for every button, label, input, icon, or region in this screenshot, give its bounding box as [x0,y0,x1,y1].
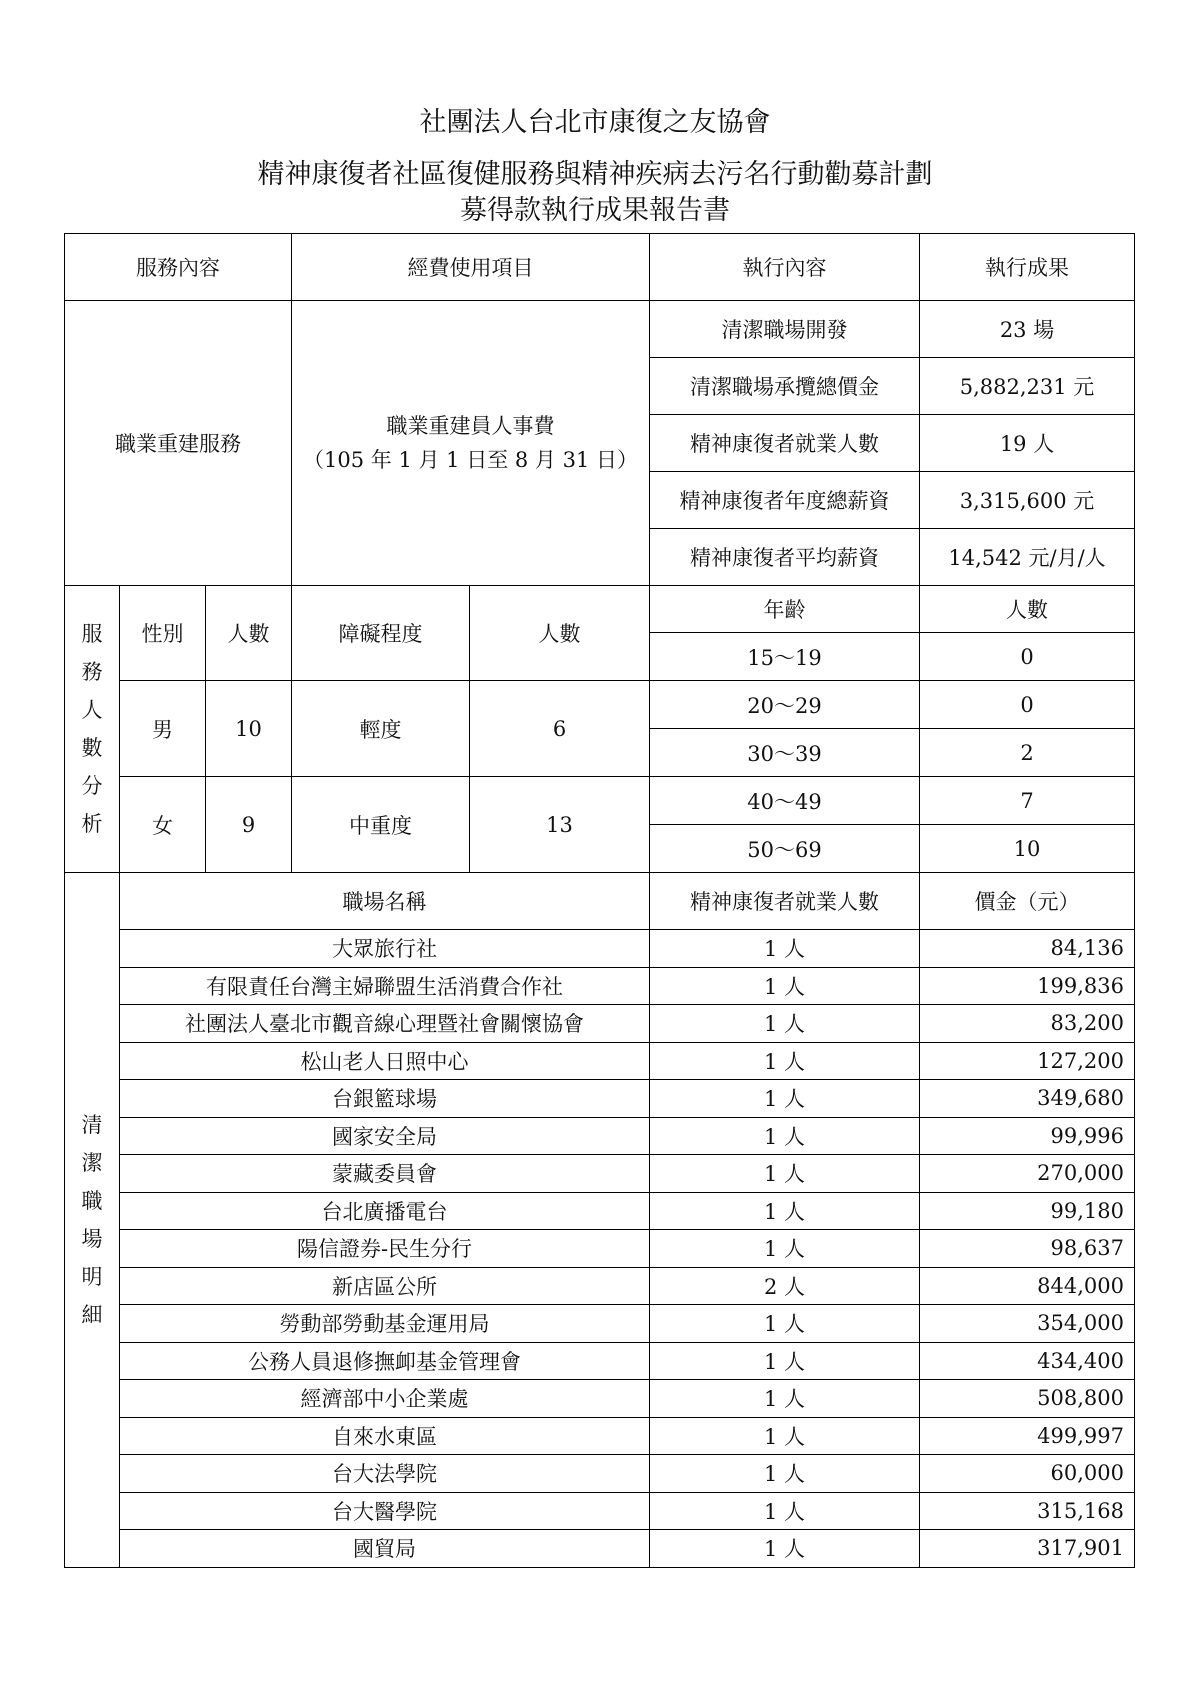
workplace-price: 349,680 [920,1080,1135,1118]
workplace-people: 1 人 [650,1530,920,1568]
table-row [65,1080,1135,1118]
expense-line2: （105 年 1 月 1 日至 8 月 31 日） [303,448,638,472]
workplace-name: 新店區公所 [120,1267,650,1305]
workplace-name: 陽信證券-民生分行 [120,1230,650,1268]
vocational-expense [292,301,650,586]
table-row [65,930,1135,968]
expense-line1: 職業重建員人事費 [386,414,555,438]
workplace-price: 99,996 [920,1117,1135,1155]
vocational-row [65,301,1135,358]
workplace-people: 1 人 [650,1080,920,1118]
workplace-people: 1 人 [650,1380,920,1418]
table-row [65,1455,1135,1493]
table-row [65,1042,1135,1080]
workplace-people: 1 人 [650,1042,920,1080]
workplace-price: 199,836 [920,967,1135,1005]
workplace-name: 國家安全局 [120,1117,650,1155]
report-table [64,233,1135,1568]
workplace-name: 國貿局 [120,1530,650,1568]
analysis-row [65,681,1135,729]
workplace-price: 127,200 [920,1042,1135,1080]
workplace-name: 大眾旅行社 [120,930,650,968]
header-expense-item: 經費使用項目 [292,234,650,301]
age-range: 15～19 [650,633,920,681]
age-count: 0 [920,681,1135,729]
vocational-item: 清潔職場承攬總價金 [650,358,920,415]
vocational-result: 23 場 [920,301,1135,358]
workplace-name: 松山老人日照中心 [120,1042,650,1080]
workplace-price: 499,997 [920,1417,1135,1455]
analysis-header-age: 年齡 [650,586,920,633]
workplace-name: 自來水東區 [120,1417,650,1455]
table-row [65,1117,1135,1155]
age-count: 10 [920,825,1135,873]
analysis-header-age-count: 人數 [920,586,1135,633]
gender-count: 10 [206,681,292,777]
analysis-header-gender: 性別 [120,586,206,681]
table-row [65,1342,1135,1380]
workplace-price: 508,800 [920,1380,1135,1418]
workplace-people: 1 人 [650,1455,920,1493]
workplace-header-name: 職場名稱 [120,873,650,930]
workplace-price: 317,901 [920,1530,1135,1568]
table-row [65,967,1135,1005]
workplace-price: 315,168 [920,1492,1135,1530]
workplace-people: 1 人 [650,1005,920,1043]
workplace-people: 1 人 [650,1305,920,1343]
workplace-name: 經濟部中小企業處 [120,1380,650,1418]
gender: 男 [120,681,206,777]
vocational-item: 清潔職場開發 [650,301,920,358]
age-count: 0 [920,633,1135,681]
workplace-name: 台北廣播電台 [120,1192,650,1230]
vocational-result: 5,882,231 元 [920,358,1135,415]
workplace-people: 1 人 [650,1192,920,1230]
analysis-row [65,777,1135,825]
table-row [65,1192,1135,1230]
workplace-header-row [65,873,1135,930]
workplace-price: 84,136 [920,930,1135,968]
table-row [65,1005,1135,1043]
workplace-name: 台銀籃球場 [120,1080,650,1118]
header-row [65,234,1135,301]
workplace-price: 270,000 [920,1155,1135,1193]
age-count: 2 [920,729,1135,777]
workplace-name: 蒙藏委員會 [120,1155,650,1193]
age-range: 40～49 [650,777,920,825]
analysis-label: 服 務 人 數 分 析 [65,586,120,873]
table-row [65,1155,1135,1193]
workplace-header-price: 價金（元） [920,873,1135,930]
degree-count: 6 [470,681,650,777]
vocational-result: 14,542 元/月/人 [920,529,1135,586]
header-service-content: 服務內容 [65,234,292,301]
workplace-price: 844,000 [920,1267,1135,1305]
analysis-row [65,586,1135,633]
age-range: 50～69 [650,825,920,873]
vocational-service: 職業重建服務 [65,301,292,586]
workplace-price: 60,000 [920,1455,1135,1493]
degree-count: 13 [470,777,650,873]
age-range: 30～39 [650,729,920,777]
workplace-people: 1 人 [650,1342,920,1380]
workplace-name: 公務人員退修撫卹基金管理會 [120,1342,650,1380]
workplace-price: 83,200 [920,1005,1135,1043]
workplace-price: 434,400 [920,1342,1135,1380]
header-execution-result: 執行成果 [920,234,1135,301]
workplace-people: 1 人 [650,1155,920,1193]
analysis-header-degree: 障礙程度 [292,586,470,681]
vocational-item: 精神康復者平均薪資 [650,529,920,586]
report-title: 募得款執行成果報告書 [460,195,730,226]
workplace-people: 2 人 [650,1267,920,1305]
vocational-item: 精神康復者就業人數 [650,415,920,472]
header-execution-content: 執行內容 [650,234,920,301]
workplace-people: 1 人 [650,1117,920,1155]
plan-title: 精神康復者社區復健服務與精神疾病去污名行動勸募計劃 [257,159,933,190]
analysis-header-degree-count: 人數 [470,586,650,681]
workplace-price: 98,637 [920,1230,1135,1268]
workplace-people: 1 人 [650,1230,920,1268]
gender: 女 [120,777,206,873]
workplace-label: 清 潔 職 場 明 細 [65,873,120,1568]
org-title: 社團法人台北市康復之友協會 [419,107,771,138]
table-row [65,1492,1135,1530]
gender-count: 9 [206,777,292,873]
table-row [65,1380,1135,1418]
table-row [65,1305,1135,1343]
workplace-price: 354,000 [920,1305,1135,1343]
table-row [65,1267,1135,1305]
vocational-item: 精神康復者年度總薪資 [650,472,920,529]
workplace-people: 1 人 [650,1417,920,1455]
age-count: 7 [920,777,1135,825]
vocational-result: 3,315,600 元 [920,472,1135,529]
analysis-header-count: 人數 [206,586,292,681]
workplace-name: 有限責任台灣主婦聯盟生活消費合作社 [120,967,650,1005]
table-row [65,1230,1135,1268]
vocational-result: 19 人 [920,415,1135,472]
workplace-price: 99,180 [920,1192,1135,1230]
workplace-name: 台大醫學院 [120,1492,650,1530]
age-range: 20～29 [650,681,920,729]
workplace-name: 社團法人臺北市觀音線心理暨社會關懷協會 [120,1005,650,1043]
workplace-name: 勞動部勞動基金運用局 [120,1305,650,1343]
workplace-header-employed: 精神康復者就業人數 [650,873,920,930]
table-row [65,1530,1135,1568]
workplace-people: 1 人 [650,930,920,968]
degree: 中重度 [292,777,470,873]
table-row [65,1417,1135,1455]
workplace-people: 1 人 [650,967,920,1005]
workplace-name: 台大法學院 [120,1455,650,1493]
workplace-people: 1 人 [650,1492,920,1530]
degree: 輕度 [292,681,470,777]
